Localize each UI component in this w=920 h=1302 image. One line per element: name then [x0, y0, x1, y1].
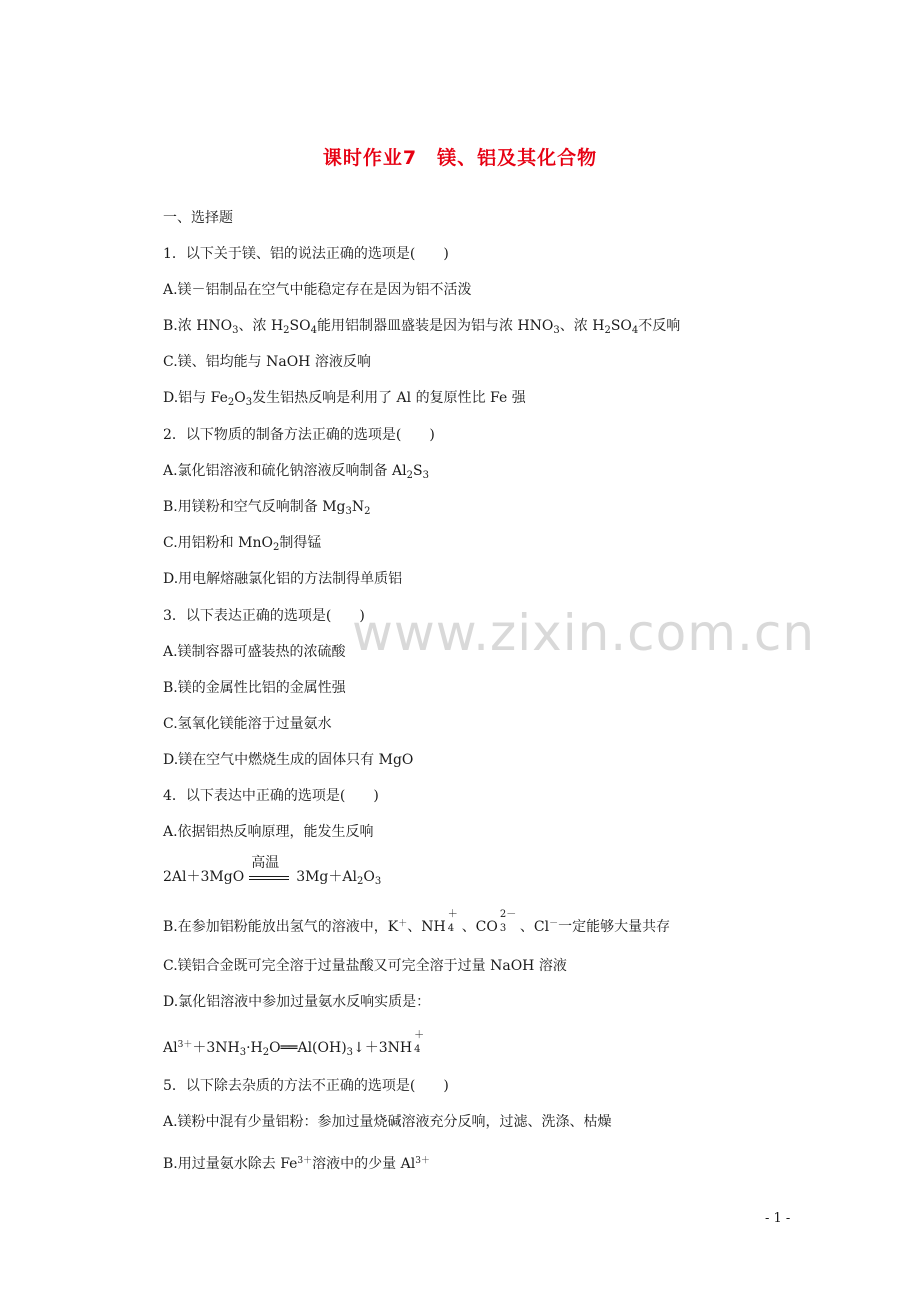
- question-3-option-b: B.镁的金属性比铝的金属性强: [163, 680, 346, 696]
- text-segment: 3Mg＋Al: [296, 869, 357, 885]
- page-number: - 1 -: [765, 1211, 791, 1226]
- text-segment: B.浓 HNO: [163, 318, 233, 334]
- subscript: 3: [346, 1047, 354, 1058]
- text-segment: B.用过量氨水除去 Fe: [163, 1156, 298, 1172]
- question-2-stem: 2．以下物质的制备方法正确的选项是( ): [163, 427, 435, 443]
- text-segment: ＋3NH: [192, 1040, 240, 1056]
- question-3-option-a: A.镁制容器可盛装热的浓硫酸: [163, 644, 346, 660]
- subscript: 2: [227, 397, 235, 408]
- question-1-option-c: C.镁、铝均能与 NaOH 溶液反响: [163, 354, 371, 370]
- text-segment: 、CO: [461, 919, 498, 935]
- section-heading: 一、选择题: [163, 210, 233, 226]
- subscript: 3: [232, 325, 239, 336]
- text-segment: SO: [610, 318, 632, 334]
- question-5-stem: 5．以下除去杂质的方法不正确的选项是( ): [163, 1078, 449, 1094]
- reaction-condition: [249, 855, 291, 887]
- subscript: 3: [245, 397, 253, 408]
- subscript: 2: [283, 325, 290, 336]
- subscript: 3: [239, 1047, 247, 1058]
- text-segment: SO: [289, 318, 311, 334]
- text-segment: B.在参加铝粉能放出氢气的溶液中，K: [163, 919, 399, 935]
- ion-charge-stack: [446, 909, 462, 934]
- text-segment: O: [234, 390, 246, 406]
- ionic-equation: [163, 1030, 428, 1063]
- subscript: 4: [310, 325, 317, 336]
- text-segment: B.用镁粉和空气反响制备 Mg: [163, 499, 346, 515]
- text-segment: 、NH: [407, 919, 446, 935]
- superscript: ＋: [447, 909, 458, 920]
- text-segment: A.氯化铝溶液和硫化钠溶液反响制备 Al: [163, 463, 407, 479]
- subscript: 2: [364, 506, 371, 517]
- ion-charge-stack: [498, 909, 520, 934]
- subscript: 3: [345, 506, 352, 517]
- text-segment: D.铝与 Fe: [163, 390, 228, 406]
- question-1-stem: 1．以下关于镁、铝的说法正确的选项是( ): [163, 246, 449, 262]
- superscript: －: [549, 919, 559, 929]
- question-1-option-b: [163, 316, 680, 341]
- subscript: 3: [422, 470, 429, 481]
- text-segment: 、Cl: [519, 919, 550, 935]
- subscript: 2: [604, 325, 611, 336]
- subscript: 2: [262, 1047, 270, 1058]
- text-segment: 能用铝制器皿盛装是因为铝与浓 HNO: [317, 318, 554, 334]
- text-segment: 、浓 H: [559, 318, 605, 334]
- ion-charge-stack: [412, 1030, 428, 1055]
- text-segment: O══Al(OH): [269, 1040, 347, 1056]
- text-segment: 发生铝热反响是利用了 Al 的复原性比 Fe 强: [252, 390, 526, 406]
- subscript: 2: [272, 542, 280, 553]
- question-3-option-d: D.镁在空气中燃烧生成的固体只有 MgO: [163, 752, 414, 768]
- question-4-option-c: C.镁铝合金既可完全溶于过量盐酸又可完全溶于过量 NaOH 溶液: [163, 958, 567, 974]
- text-segment: ↓＋3NH: [353, 1040, 413, 1056]
- condition-label: 高温: [251, 855, 280, 871]
- superscript: ＋: [414, 1030, 425, 1041]
- question-2-option-b: [163, 497, 371, 522]
- question-2-option-d: D.用电解熔融氯化铝的方法制得单质铝: [163, 571, 403, 587]
- text-segment: Al: [163, 1040, 178, 1056]
- text-segment: 一定能够大量共存: [558, 919, 671, 935]
- document-title: 课时作业7 镁、铝及其化合物: [322, 147, 598, 169]
- question-2-option-c: [163, 533, 321, 558]
- thermite-equation: [163, 855, 382, 892]
- question-4-option-a: A.依据铝热反响原理，能发生反响: [163, 824, 374, 840]
- text-segment: C.用铝粉和 MnO: [163, 535, 273, 551]
- superscript: 3＋: [177, 1040, 193, 1050]
- subscript: 4: [631, 325, 639, 336]
- question-4-option-d: D.氯化铝溶液中参加过量氨水反响实质是：: [163, 994, 431, 1010]
- subscript: 3: [374, 876, 382, 887]
- text-segment: 2Al＋3MgO: [163, 869, 245, 885]
- subscript: 4: [447, 923, 455, 934]
- subscript: 2: [356, 876, 364, 887]
- text-segment: N: [351, 499, 365, 515]
- text-segment: S: [412, 463, 423, 479]
- subscript: 4: [414, 1044, 421, 1055]
- question-4-option-b: [163, 909, 671, 937]
- superscript: 3＋: [297, 1156, 313, 1166]
- subscript: 3: [553, 325, 560, 336]
- equals-line: [249, 879, 289, 880]
- question-3-option-c: C.氢氧化镁能溶于过量氨水: [163, 716, 332, 732]
- question-2-option-a: [163, 461, 429, 486]
- watermark: www.zixin.com.cn: [352, 604, 816, 662]
- text-segment: ·H: [246, 1040, 263, 1056]
- superscript: 2－: [499, 909, 517, 920]
- equals-line: [249, 876, 289, 877]
- question-1-option-d: [163, 388, 526, 413]
- subscript: 3: [499, 923, 507, 934]
- text-segment: 溶液中的少量 Al: [312, 1156, 416, 1172]
- subscript: 2: [406, 470, 413, 481]
- question-3-stem: 3．以下表达正确的选项是( ): [163, 608, 365, 624]
- superscript: 3＋: [415, 1156, 430, 1166]
- text-segment: O: [363, 869, 375, 885]
- question-5-option-a: A.镁粉中混有少量铝粉：参加过量烧碱溶液充分反响，过滤、洗涤、枯燥: [163, 1114, 612, 1130]
- question-1-option-a: A.镁－铝制品在空气中能稳定存在是因为铝不活泼: [163, 282, 472, 298]
- superscript: ＋: [398, 919, 408, 929]
- text-segment: 制得锰: [279, 535, 322, 551]
- text-segment: 不反响: [638, 318, 681, 334]
- question-5-option-b: [163, 1151, 430, 1174]
- text-segment: 、浓 H: [238, 318, 284, 334]
- question-4-stem: 4．以下表达中正确的选项是( ): [163, 788, 379, 804]
